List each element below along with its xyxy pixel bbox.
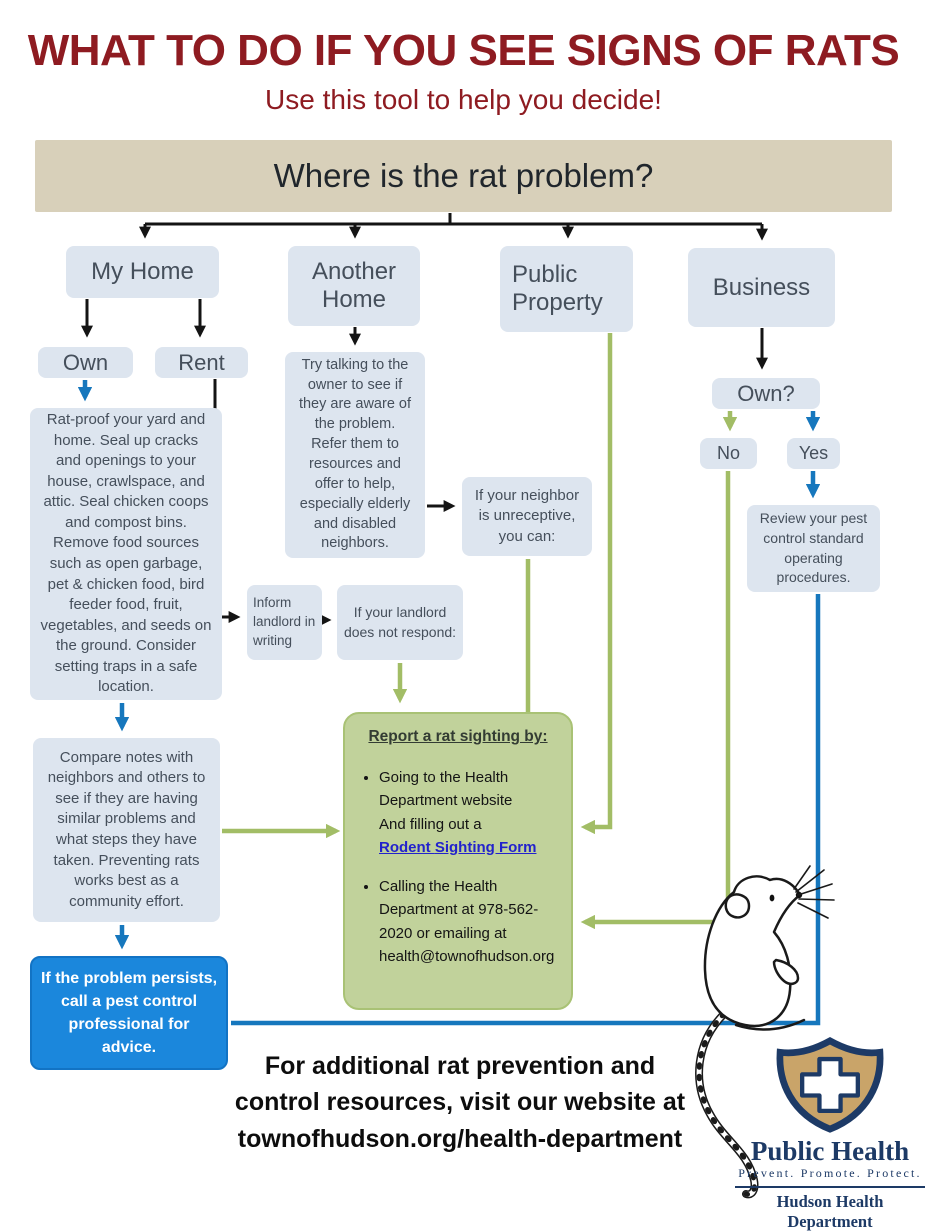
node-no: No: [700, 438, 757, 469]
node-compare-notes: Compare notes with neighbors and others to see if they are having similar problems and what steps they have taken. Preventing rats works best as a community effort.: [33, 738, 220, 922]
logo-name: Public Health: [750, 1136, 910, 1166]
problem-persists-box: If the problem persists, call a pest control professional for advice.: [30, 956, 228, 1070]
rodent-sighting-form-link[interactable]: Rodent Sighting Form: [379, 838, 537, 856]
connector-no-report: [585, 471, 728, 922]
page-subtitle: Use this tool to help you decide!: [265, 84, 662, 115]
node-own: Own: [38, 347, 133, 378]
node-neighbor-unreceptive: If your neighbor is unreceptive, you can:: [462, 477, 592, 556]
node-landlord-no-respond: If your landlord does not respond:: [337, 585, 463, 660]
report-sighting-box: [343, 712, 573, 1010]
question-banner: Where is the rat problem?: [35, 140, 892, 212]
node-rat-proof-advice: Rat-proof your yard and home. Seal up cracks and openings to your house, crawlspace, and attic. Seal chicken coops and compost bins. Remove food sources such as open garbage, pet & chicken food, bird feeder food, fruit, vegetables, and seeds on the ground. Consider setting traps in a safe location.: [30, 408, 222, 700]
footer-text: For additional rat prevention and control resources, visit our website at townofhudson.org/health-department: [234, 1052, 686, 1153]
connector-publicproperty-report: [585, 333, 610, 827]
report-item-phone-email: • Calling the Health Department at 978-562-2020 or emailing at health@townofhudson.org: [379, 875, 559, 968]
node-yes: Yes: [787, 438, 840, 469]
node-review-pest: Review your pest control standard operating procedures.: [747, 505, 880, 592]
node-rent: Rent: [155, 347, 248, 378]
node-own-question: Own?: [712, 378, 820, 409]
report-item-website: • Going to the Health Department website And filling out a Rodent Sighting Form: [379, 766, 559, 859]
node-inform-landlord: Inform landlord in writing: [247, 585, 322, 660]
page-title: WHAT TO DO IF YOU SEE SIGNS OF RATS: [27, 26, 900, 75]
public-health-shield-icon: [770, 1036, 890, 1132]
branch-business: Business: [688, 248, 835, 327]
branch-public-property: Public Property: [500, 246, 633, 332]
branch-my-home: My Home: [66, 246, 219, 298]
logo-divider: [735, 1186, 925, 1188]
public-health-logo: [733, 1036, 927, 1232]
report-heading: Report a rat sighting by:: [368, 728, 548, 745]
logo-tagline: Prevent. Promote. Protect.: [738, 1166, 922, 1181]
report-list: [357, 766, 559, 968]
logo-department: Hudson Health Department: [776, 1192, 884, 1232]
node-try-talking: Try talking to the owner to see if they are aware of the problem. Refer them to resources and offer to help, especially elderly and disabled neighbors.: [285, 352, 425, 558]
branch-another-home: Another Home: [288, 246, 420, 326]
